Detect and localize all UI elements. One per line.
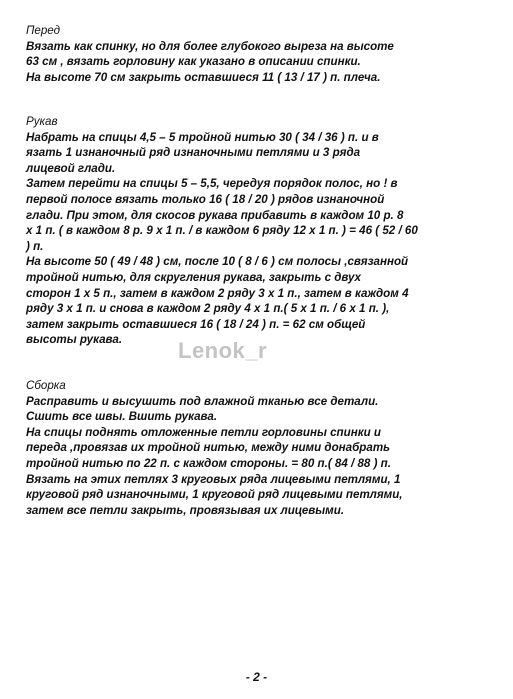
- section-assembly: [26, 378, 496, 518]
- text-line: Набрать на спицы 4,5 – 5 тройной нитью 30 ( 34 / 36 ) п. и в: [26, 130, 379, 144]
- text-line: Затем перейти на спицы 5 – 5,5, чередуя порядок полос, но ! в: [26, 177, 398, 191]
- text-line: переда ,провязав их тройной нитью, между ними донабрать: [26, 441, 391, 455]
- text-line: Вязать как спинку, но для более глубокого выреза на высоте: [26, 39, 394, 53]
- text-line: Расправить и высушить под влажной тканью все детали.: [26, 394, 379, 408]
- text-line: Сшить все швы. Вшить рукава.: [26, 410, 218, 424]
- text-line: тройной нитью, для скругления рукава, закрыть с двух: [26, 270, 362, 284]
- text-line: На высоте 70 см закрыть оставшиеся 11 ( 13 / 17 ) п. плеча.: [26, 70, 381, 84]
- text-line: затем все петли закрыть, провязывая их лицевыми.: [26, 503, 345, 517]
- page-number: - 2 -: [245, 670, 268, 684]
- text-line: На высоте 50 ( 49 / 48 ) см, после 10 ( 8 / 6 ) см полосы ,связанной: [26, 255, 409, 269]
- section-heading-assembly: Сборка: [26, 379, 66, 392]
- section-heading-front: Перед: [26, 24, 61, 37]
- text-line: язать 1 изнаночный ряд изнаночными петлями и 3 ряда: [26, 146, 361, 160]
- text-line: 63 см , вязать горловину как указано в описании спинки.: [26, 55, 361, 69]
- text-line: лицевой глади.: [26, 161, 116, 175]
- text-line: круговой ряд изнаночными, 1 круговой ряд лицевыми петлями,: [26, 488, 403, 502]
- text-line: ряду 3 х 1 п. и снова в каждом 2 ряду 4 х 1 п.( 5 х 1 п. / 6 х 1 п. ),: [26, 302, 390, 316]
- text-line: высоты рукава.: [26, 333, 123, 347]
- text-line: ) п.: [26, 239, 44, 253]
- text-line: Вязать на этих петлях 3 круговых ряда лицевыми петлями, 1: [26, 472, 401, 486]
- section-front: [26, 23, 496, 85]
- text-line: затем закрыть оставшиеся 16 ( 18 / 24 ) п. = 62 см общей: [26, 317, 366, 331]
- watermark: Lenok_r: [178, 338, 268, 363]
- text-line: сторон 1 х 5 п., затем в каждом 2 ряду 3 х 1 п., затем в каждом 4: [26, 286, 409, 300]
- text-line: глади. При этом, для скосов рукава прибавить в каждом 10 р. 8: [26, 208, 404, 222]
- section-heading-sleeve: Рукав: [26, 115, 58, 128]
- section-sleeve: [26, 114, 496, 348]
- text-line: На спицы поднять отложенные петли горловины спинки и: [26, 425, 381, 439]
- text-line: первой полосе вязать только 16 ( 18 / 20 ) рядов изнаночной: [26, 192, 385, 206]
- text-line: тройной нитью по 22 п. с каждом стороны. = 80 п.( 84 / 88 ) п.: [26, 456, 391, 470]
- text-line: х 1 п. ( в каждом 8 р. 9 х 1 п. / в каждом 6 ряду 12 х 1 п. ) = 46 ( 52 / 60: [26, 224, 418, 238]
